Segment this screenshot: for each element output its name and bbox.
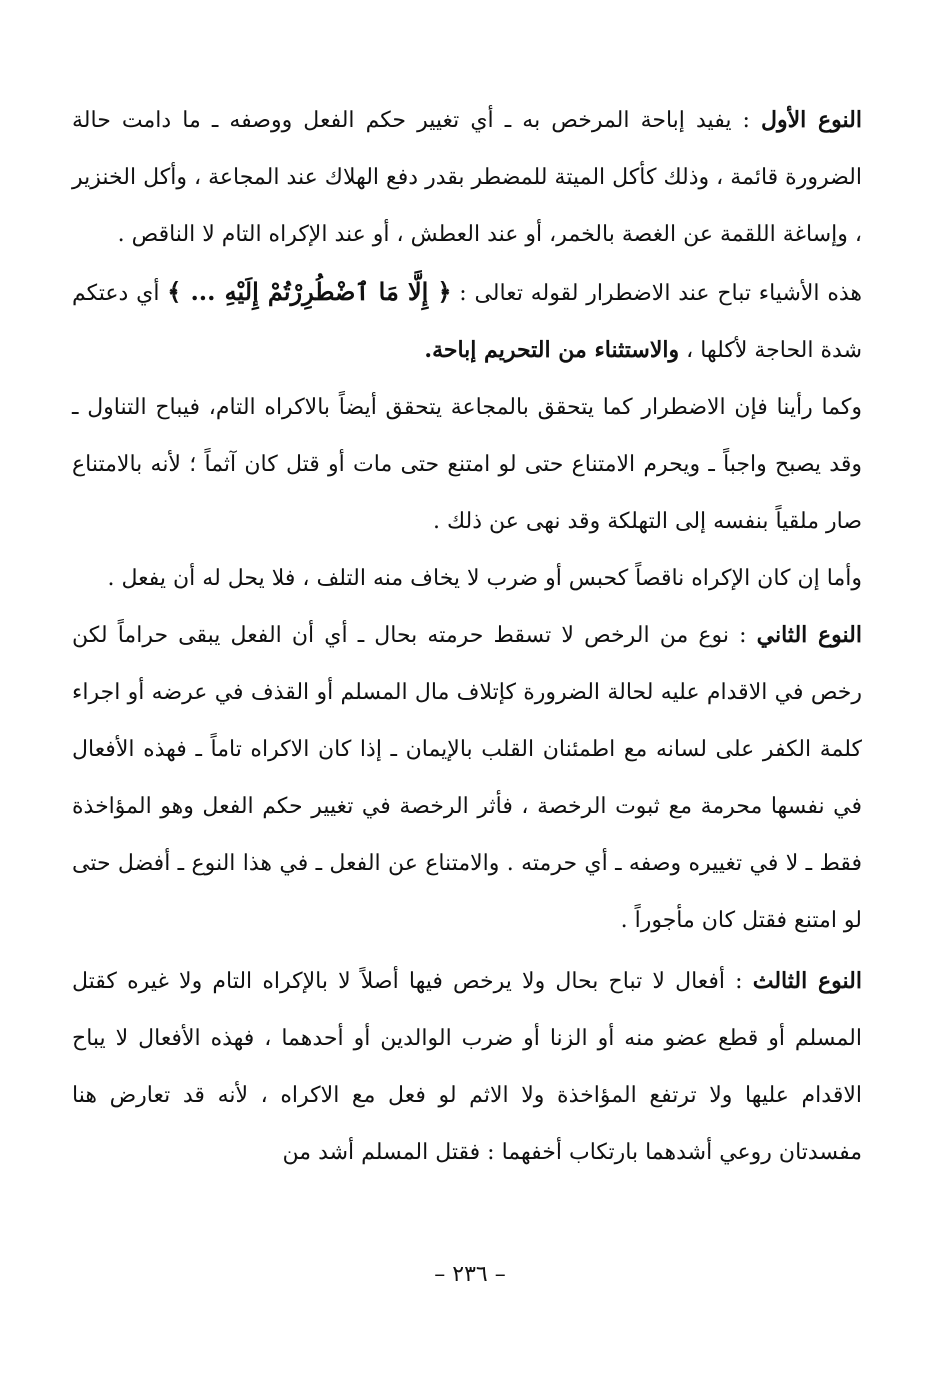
paragraph-text: وكما رأينا فإن الاضطرار كما يتحقق بالمجاعة يتحقق أيضاً بالاكراه التام، فيباح التناول ـ وقد يصبح واجباً ـ ويحرم الامتناع حتى لو امتنع حتى مات أو قتل كان آثماً ؛ لأنه بالامتناع صار ملقياً بنفسه إلى التهلكة وقد نهى عن ذلك .	[72, 395, 862, 534]
paragraph-quran-citation	[72, 263, 862, 379]
paragraph-type-three	[72, 953, 862, 1181]
paragraph-text: : أفعال لا تباح بحال ولا يرخص فيها أصلاً لا بالإكراه التام ولا غيره كقتل المسلم أو قطع عضو منه أو الزنا أو ضرب الوالدين أو أحدهما ، فهذه الأفعال لا يباح الاقدام عليها ولا ترتفع المؤاخذة ولا الاثم لو فعل مع الاكراه ، لأنه قد تعارض هنا مفسدتان روعي أشدهما بارتكاب أخفهما : فقتل المسلم أشد من	[72, 969, 862, 1165]
paragraph-text: هذه الأشياء تباح عند الاضطرار لقوله تعالى :	[451, 281, 862, 306]
paragraph-text: وأما إن كان الإكراه ناقصاً كحبس أو ضرب لا يخاف منه التلف ، فلا يحل له أن يفعل .	[107, 566, 862, 591]
quran-verse: ﴿ إِلَّا مَا ٱضْطُرِرْتُمْ إِلَيْهِ ... ﴾	[167, 277, 452, 306]
section-heading-type-one: النوع الأول	[761, 107, 862, 133]
paragraph-text: : يفيد إباحة المرخص به ـ أي تغيير حكم الفعل ووصفه ـ ما دامت حالة الضرورة قائمة ، وذلك كأكل الميتة للمضطر بقدر دفع الهلاك عند المجاعة ، وأكل الخنزير ، وإساغة اللقمة عن الغصة بالخمر، أو عند العطش ، أو عند الإكراه التام لا الناقص .	[72, 108, 862, 247]
body-text	[72, 92, 862, 1181]
paragraph-coercion-full	[72, 379, 862, 550]
paragraph-type-two	[72, 607, 862, 949]
bold-conclusion: والاستثناء من التحريم إباحة.	[424, 337, 680, 363]
page-number: – ٢٣٦ –	[434, 1262, 506, 1287]
section-heading-type-three: النوع الثالث	[752, 968, 862, 994]
paragraph-coercion-partial	[72, 550, 862, 607]
paragraph-type-one	[72, 92, 862, 263]
section-heading-type-two: النوع الثاني	[756, 622, 862, 648]
paragraph-text: : نوع من الرخص لا تسقط حرمته بحال ـ أي أن الفعل يبقى حراماً لكن رخص في الاقدام عليه لحالة الضرورة كإتلاف مال المسلم أو القذف في عرضه أو اجراء كلمة الكفر على لسانه مع اطمئنان القلب بالإيمان ـ إذا كان الاكراه تاماً ـ فهذه الأفعال في نفسها محرمة مع ثبوت الرخصة ، فأثر الرخصة في تغيير حكم الفعل وهو المؤاخذة فقط ـ لا في تغييره وصفه ـ أي حرمته . والامتناع عن الفعل ـ في هذا النوع ـ أفضل حتى لو امتنع فقتل كان مأجوراً .	[72, 623, 862, 933]
paragraph-text: أي دعتكم شدة الحاجة لأكلها ،	[72, 281, 862, 363]
